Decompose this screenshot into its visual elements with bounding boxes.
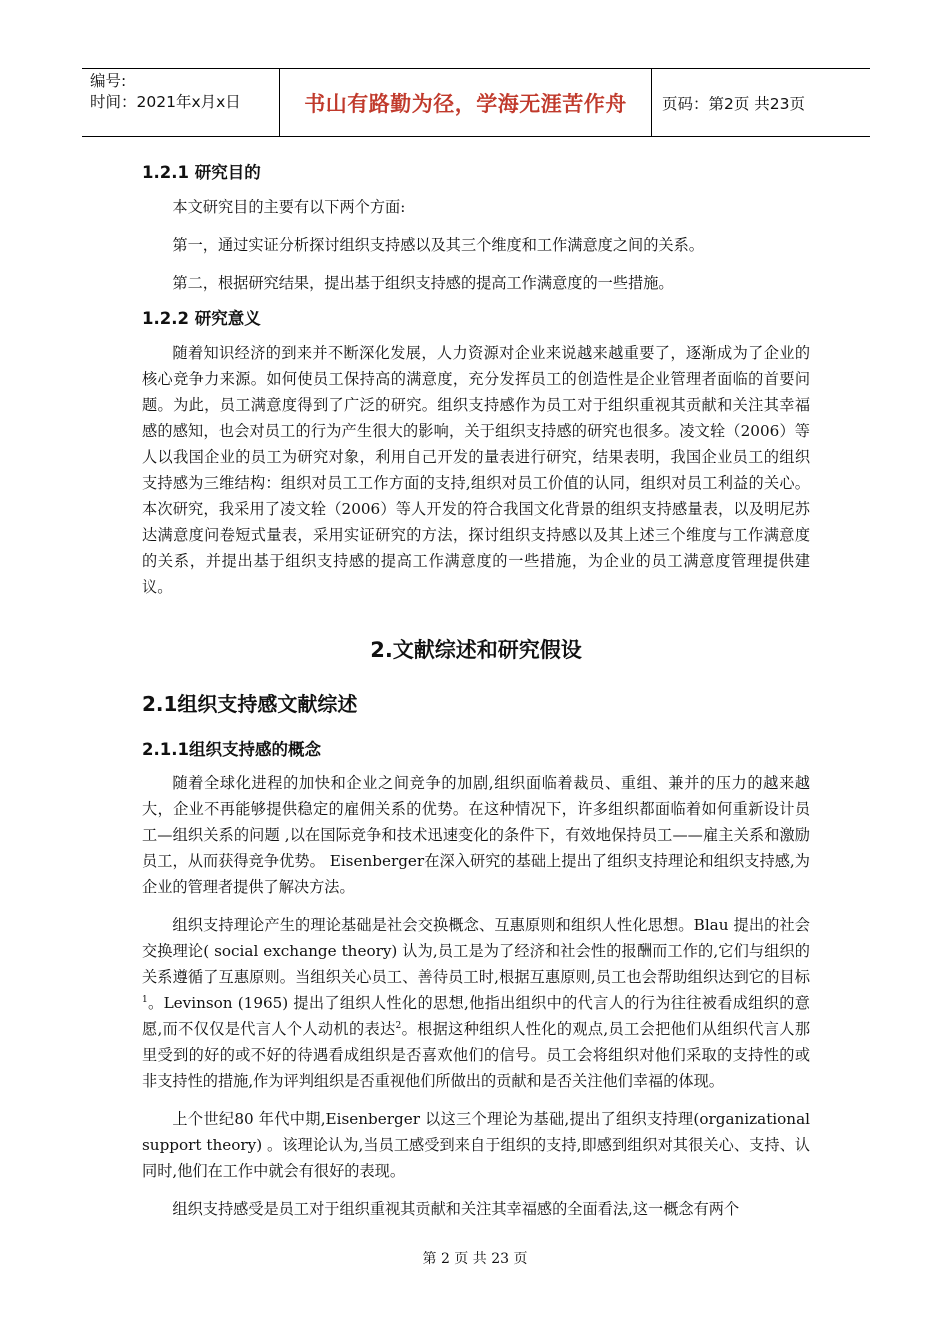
heading-1-2-2: 1.2.2 研究意义	[142, 309, 261, 328]
paragraph: 第一，通过实证分析探讨组织支持感以及其三个维度和工作满意度之间的关系。	[172, 236, 704, 254]
chapter-heading: 2.文献综述和研究假设	[370, 638, 582, 662]
page-footer: 第 2 页 共 23 页	[422, 1251, 528, 1267]
number-label: 编号:	[90, 72, 127, 90]
text-run: 。Levinson (1965) 提出了组织人性化的思想,他指出组织中的代言人的行为往往被看成组织的意愿,而不仅仅是代言人个人动机的表达	[142, 994, 810, 1038]
paragraph: 上个世纪80 年代中期,Eisenberger 以这三个理论为基础,提出了组织支持理(organizational support theory) 。该理论认为,当员工感受到来自于组织的支持,即感到组织对其很关心、支持、认同时,他们在工作中就会有很好的表现。	[142, 1110, 810, 1180]
paragraph	[142, 912, 810, 1094]
footnote-ref[interactable]: 1	[142, 994, 148, 1005]
paragraph: 第二，根据研究结果，提出基于组织支持感的提高工作满意度的一些措施。	[172, 274, 674, 292]
heading-2-1-1: 2.1.1组织支持感的概念	[142, 740, 321, 759]
paragraph: 组织支持感受是员工对于组织重视其贡献和关注其幸福感的全面看法,这一概念有两个	[172, 1200, 740, 1218]
text-run: 组织支持理论产生的理论基础是社会交换概念、互惠原则和组织人性化思想。Blau 提出的社会交换理论( social exchange theory) 认为,员工是为了经济和社会性的报酬而工作的,它们与组织的关系遵循了互惠原则。当组织关心员工、善待员工时,根据互惠原则,员工也会帮助组织达到它的目标	[142, 916, 810, 986]
footnote-ref[interactable]: 2	[395, 1020, 402, 1031]
paragraph: 本文研究目的主要有以下两个方面:	[172, 198, 406, 216]
text-run: 。根据这种组织人性化的观点,员工会把他们从组织代言人那里受到的好的或不好的待遇看成组织是否喜欢他们的信号。员工会将组织对他们采取的支持性的或非支持性的措施,作为评判组织是否重视他们所做出的贡献和是否关注他们幸福的体现。	[142, 1020, 811, 1090]
paragraph: 随着全球化进程的加快和企业之间竞争的加剧,组织面临着裁员、重组、兼并的压力的越来越大，企业不再能够提供稳定的雇佣关系的优势。在这种情况下，许多组织都面临着如何重新设计员工—组织关系的问题 ,以在国际竞争和技术迅速变化的条件下，有效地保持员工——雇主关系和激励员工，从而获得竞争优势。 Eisenberger在深入研究的基础上提出了组织支持理论和组织支持感,为企业的管理者提供了解决方法。	[142, 774, 810, 896]
header-meta-cell	[82, 69, 280, 136]
main-content	[142, 156, 810, 1222]
page-info: 页码：第2页 共23页	[662, 94, 806, 113]
paragraph: 随着知识经济的到来并不断深化发展，人力资源对企业来说越来越重要了，逐渐成为了企业的核心竞争力来源。如何使员工保持高的满意度，充分发挥员工的创造性是企业管理者面临的首要问题。为此，员工满意度得到了广泛的研究。组织支持感作为员工对于组织重视其贡献和关注其幸福感的感知，也会对员工的行为产生很大的影响，关于组织支持感的研究也很多。凌文辁（2006）等人以我国企业的员工为研究对象，利用自己开发的量表进行研究，结果表明，我国企业员工的组织支持感为三维结构：组织对员工工作方面的支持,组织对员工价值的认同，组织对员工利益的关心。本次研究，我采用了凌文辁（2006）等人开发的符合我国文化背景的组织支持感量表，以及明尼苏达满意度问卷短式量表，采用实证研究的方法，探讨组织支持感以及其上述三个维度与工作满意度的关系，并提出基于组织支持感的提高工作满意度的一些措施，为企业的员工满意度管理提供建议。	[142, 344, 810, 596]
heading-1-2-1: 1.2.1 研究目的	[142, 163, 261, 182]
date-label: 时间：2021年x月x日	[90, 93, 241, 111]
page-header	[82, 68, 870, 137]
motto-text: 书山有路勤为径，学海无涯苦作舟	[304, 91, 627, 116]
header-motto-cell	[280, 69, 652, 136]
heading-2-1: 2.1组织支持感文献综述	[142, 692, 358, 716]
